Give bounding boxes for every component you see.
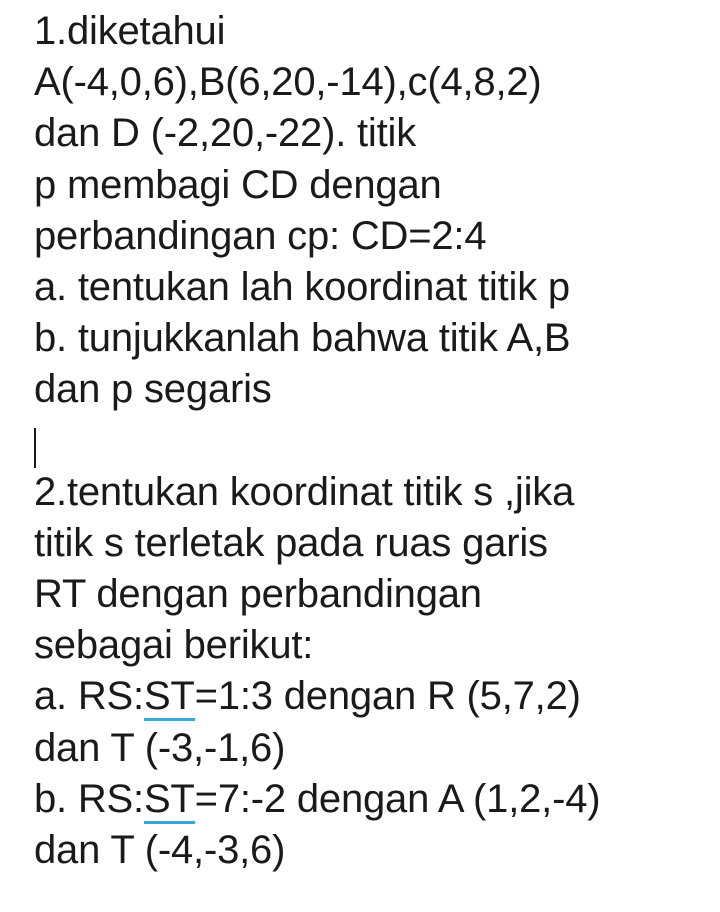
problem1-line-3: dan D (-2,20,-22). titik xyxy=(34,111,417,156)
part-b-underlined-st: ST xyxy=(144,777,195,824)
problem1-line-5: perbandingan cp: CD=2:4 xyxy=(34,213,487,258)
problem2-line-2: titik s terletak pada ruas garis xyxy=(34,520,548,565)
problem2-part-b xyxy=(34,774,714,825)
text-cursor-row[interactable] xyxy=(34,416,714,467)
part-a-suffix: =1:3 dengan R (5,7,2) xyxy=(194,674,581,719)
part-a-underlined-st: ST xyxy=(144,674,195,721)
part-b-suffix: =7:-2 dengan A (1,2,-4) xyxy=(194,776,601,821)
problem1-line-4: p membagi CD dengan xyxy=(34,162,442,207)
problem2-line-3: RT dengan perbandingan xyxy=(34,572,482,617)
problem1-line-1: 1.diketahui xyxy=(34,9,226,53)
problem2-part-a-line-2: dan T (-3,-1,6) xyxy=(34,725,286,770)
part-b-prefix: b. RS: xyxy=(34,776,144,821)
text-cursor xyxy=(34,428,36,468)
problem1-line-7: b. tunjukkanlah bahwa titik A,B xyxy=(34,316,571,361)
problem1-line-6: a. tentukan lah koordinat titik p xyxy=(34,264,570,309)
problem2-part-b-line-2: dan T (-4,-3,6) xyxy=(34,828,286,872)
problem1-line-8: dan p segaris xyxy=(34,367,272,412)
note-body xyxy=(34,6,714,876)
part-a-prefix: a. RS: xyxy=(34,674,144,719)
problem2-line-4: sebagai berikut: xyxy=(34,623,314,668)
problem1-line-2: A(-4,0,6),B(6,20,-14),c(4,8,2) xyxy=(34,60,542,105)
problem2-line-1: 2.tentukan koordinat titik s ,jika xyxy=(34,469,575,514)
problem2-part-a xyxy=(34,671,714,722)
